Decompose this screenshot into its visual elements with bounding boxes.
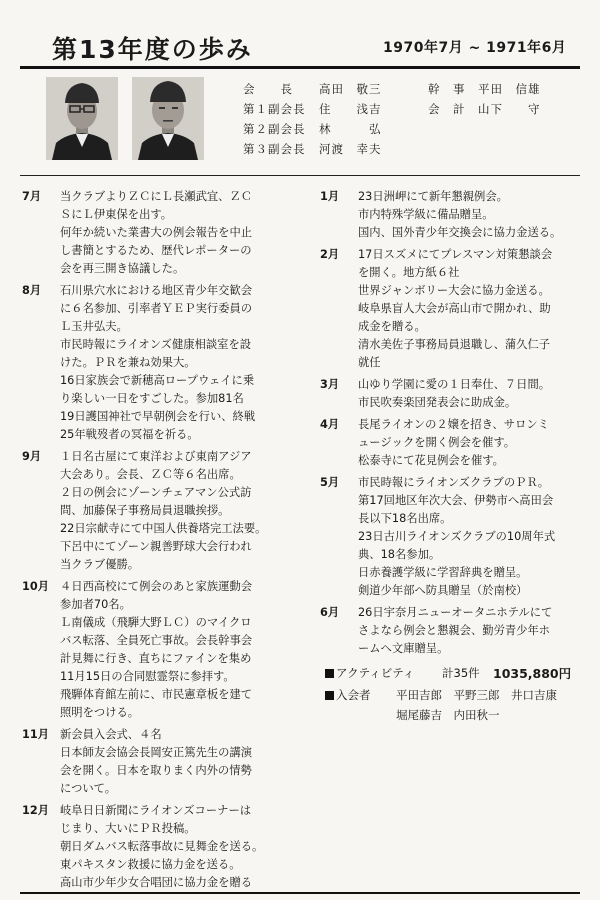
entry-line: 就任	[358, 356, 381, 369]
entry-line: 日赤養護学級に学習辞典を贈呈。	[358, 566, 528, 579]
vp2-name: 林 弘	[319, 122, 382, 136]
entry-lines	[60, 802, 310, 892]
entry-lines	[358, 376, 588, 412]
month-label: 1月	[320, 190, 340, 203]
secretary-role: 幹 事	[428, 82, 466, 96]
activity-count: 計35件	[442, 666, 480, 680]
page-title: 第13年度の歩み	[52, 35, 253, 64]
month-label: 12月	[22, 804, 50, 817]
entry-line: 長尾ライオンの２嬢を招き、サロンミ	[358, 418, 549, 431]
entry-line: について。	[60, 782, 117, 795]
entry-line: バス転落、全員死亡事故。会長幹事会	[60, 634, 253, 647]
entry-line: 大会あり。会長、ＺＣ等６名出席。	[60, 468, 241, 481]
president-role: 会 長	[243, 82, 293, 96]
president-name: 高田 敬三	[319, 82, 382, 96]
treasurer-role: 会 計	[428, 102, 466, 116]
month-entry	[22, 188, 310, 278]
entry-line: 会を再三開き協議した。	[60, 262, 185, 275]
entry-line: 石川県穴水における地区青少年交歓会	[60, 284, 253, 297]
entry-line: 下呂中にてゾーン親善野球大会行われ	[60, 540, 252, 553]
entry-line: 照明をつける。	[60, 706, 140, 719]
square-bullet-icon	[325, 669, 334, 678]
entry-line: 会を開く。日本を取りまく内外の情勢	[60, 764, 252, 777]
entry-line: 高山市少年少女合唱団に協力金を贈る	[60, 876, 253, 889]
entry-line: さよなら例会と懇親会、勤労青少年ホ	[358, 624, 551, 637]
entry-line: 長以下18名出席。	[358, 512, 452, 525]
entry-line: 当クラブよりＺＣにＬ長瀬武宜、ＺＣ	[60, 190, 253, 203]
vp3-name: 河渡 幸夫	[319, 142, 382, 156]
entry-line: に６名参加、引率者ＹＥＰ実行委員の	[60, 302, 253, 315]
entry-line: 清水美佐子事務局員退職し、蒲久仁子	[358, 338, 551, 351]
entry-line: 19日護国神社で早朝例会を行い、終戦	[60, 410, 256, 423]
month-entry	[22, 448, 310, 574]
entry-line: ュージックを開く例会を催す。	[358, 436, 516, 449]
entry-lines	[60, 448, 310, 574]
entry-lines	[60, 578, 310, 722]
entry-lines	[358, 416, 588, 470]
entry-line: を開く。地方紙６社	[358, 266, 460, 279]
square-bullet-icon	[325, 691, 334, 700]
month-entry	[320, 376, 588, 412]
entry-line: 23日洲岬にて新年懇親例会。	[358, 190, 508, 203]
month-label: 9月	[22, 450, 42, 463]
entry-line: 成金を贈る。	[358, 320, 426, 333]
entry-line: Ｌ南儀成（飛騨大野ＬＣ）のマイクロ	[60, 616, 252, 629]
entry-line: 16日家族会で新穂高ロープウェイに乗	[60, 374, 255, 387]
vp1-role: 第１副会長	[243, 102, 306, 116]
entry-line: 当クラブ優勝。	[60, 558, 140, 571]
entry-lines	[358, 188, 588, 242]
entry-line: 世界ジャンボリー大会に協力金送る。	[358, 284, 550, 297]
entry-lines	[358, 604, 588, 658]
month-label: 5月	[320, 476, 340, 489]
month-entry	[22, 802, 310, 892]
activity-label: アクティビティ	[336, 666, 415, 680]
entry-line: 新会員入会式、４名	[60, 728, 162, 741]
entry-lines	[60, 188, 310, 278]
entry-line: 典、18名参加。	[358, 548, 441, 561]
members-label: 入会者	[336, 688, 371, 702]
month-entry	[320, 474, 588, 600]
president-photo	[46, 77, 118, 160]
month-label: 7月	[22, 190, 42, 203]
entry-line: 松泰寺にて花見例会を催す。	[358, 454, 504, 467]
entry-line: 日本師友会協会長岡安正篤先生の講演	[60, 746, 253, 759]
treasurer-name: 山下 守	[478, 102, 541, 116]
entry-line: 26日宇奈月ニューオータニホテルにて	[358, 606, 553, 619]
month-label: 11月	[22, 728, 50, 741]
entry-line: 国内、国外青少年交換会に協力金送る。	[358, 226, 562, 239]
entry-lines	[358, 474, 588, 600]
secretary-name: 平田 信雄	[478, 82, 541, 96]
entry-line: 山ゆり学園に愛の１日奉仕、７日間。	[358, 378, 551, 391]
entry-line: 飛騨体育館左前に、市民憲章板を建て	[60, 688, 253, 701]
month-label: 2月	[320, 248, 340, 261]
entry-line: ２日の例会にゾーンチェアマン公式訪	[60, 486, 252, 499]
members-line-2: 堀尾藤吉 内田秋一	[396, 708, 500, 722]
activity-row	[325, 665, 414, 681]
entry-line: 岐阜県盲人大会が高山市で開かれ、助	[358, 302, 551, 315]
bottom-rule	[20, 892, 580, 894]
entry-line: Ｌ玉井弘夫。	[60, 320, 128, 333]
entry-line: し書簡とするため、歴代レポーターの	[60, 244, 252, 257]
entry-line: じまり、大いにＰＲ投稿。	[60, 822, 196, 835]
entry-line: 何年か続いた業書大の例会報告を中止	[60, 226, 253, 239]
entry-line: ームへ文庫贈呈。	[358, 642, 449, 655]
entry-line: 参加者70名。	[60, 598, 131, 611]
month-label: 4月	[320, 418, 340, 431]
entry-line: 市内特殊学級に備品贈呈。	[358, 208, 494, 221]
activity-amount: 1035,880円	[493, 666, 572, 681]
month-label: 8月	[22, 284, 42, 297]
month-entry	[22, 726, 310, 798]
month-entry	[22, 578, 310, 722]
entry-line: 22日宗献寺にて中国人供養塔完工法要。	[60, 522, 267, 535]
entry-line: 計見舞に行き、直ちにファインを集め	[60, 652, 252, 665]
month-entry	[320, 188, 588, 242]
month-entry	[320, 246, 588, 372]
top-rule	[20, 66, 580, 69]
month-label: 3月	[320, 378, 340, 391]
month-entry	[22, 282, 310, 444]
entry-line: 岐阜日日新聞にライオンズコーナーは	[60, 804, 252, 817]
month-entry	[320, 604, 588, 658]
month-label: 10月	[22, 580, 50, 593]
members-row	[325, 687, 371, 703]
entry-line: 問、加藤保子事務局員退職挨拶。	[60, 504, 230, 517]
entry-line: 剣道少年部へ防具贈呈（於南校）	[358, 584, 528, 597]
month-label: 6月	[320, 606, 340, 619]
entry-line: １日名古屋にて東洋および東南アジア	[60, 450, 252, 463]
entry-line: 17日スズメにてプレスマン対策懇談会	[358, 248, 553, 261]
entry-line: 11月15日の合同慰霊祭に参拝す。	[60, 670, 235, 683]
month-entry	[320, 416, 588, 470]
period-range: 1970年7月 ~ 1971年6月	[383, 40, 567, 56]
entry-lines	[60, 726, 310, 798]
entry-line: ＳにＬ伊東保を出す。	[60, 208, 173, 221]
entry-line: 市民時報にライオンズ健康相談室を設	[60, 338, 252, 351]
section-rule	[20, 175, 580, 176]
vp3-role: 第３副会長	[243, 142, 306, 156]
members-line-1: 平田吉郎 平野三郎 井口吉康	[396, 688, 557, 702]
secretary-photo	[132, 77, 204, 160]
entry-line: 23日古川ライオンズクラブの10周年式	[358, 530, 556, 543]
entry-line: 第17回地区年次大会、伊勢市へ高田会	[358, 494, 554, 507]
entry-line: けた。ＰＲを兼ね効果大。	[60, 356, 196, 369]
entry-line: 市民吹奏楽団発表会に助成金。	[358, 396, 517, 409]
entry-lines	[60, 282, 310, 444]
entry-line: 朝日ダムバス転落事故に見舞金を送る。	[60, 840, 264, 853]
entry-lines	[358, 246, 588, 372]
entry-line: ４日西高校にて例会のあと家族運動会	[60, 580, 253, 593]
left-column	[22, 188, 310, 896]
entry-line: 25年戦歿者の冥福を祈る。	[60, 428, 199, 441]
vp1-name: 住 浅吉	[319, 102, 382, 116]
entry-line: 東パキスタン救援に協力金を送る。	[60, 858, 241, 871]
entry-line: り楽しい一日をすごした。参加81名	[60, 392, 244, 405]
right-column	[320, 188, 588, 662]
vp2-role: 第２副会長	[243, 122, 306, 136]
entry-line: 市民時報にライオンズクラブのＰＲ。	[358, 476, 550, 489]
